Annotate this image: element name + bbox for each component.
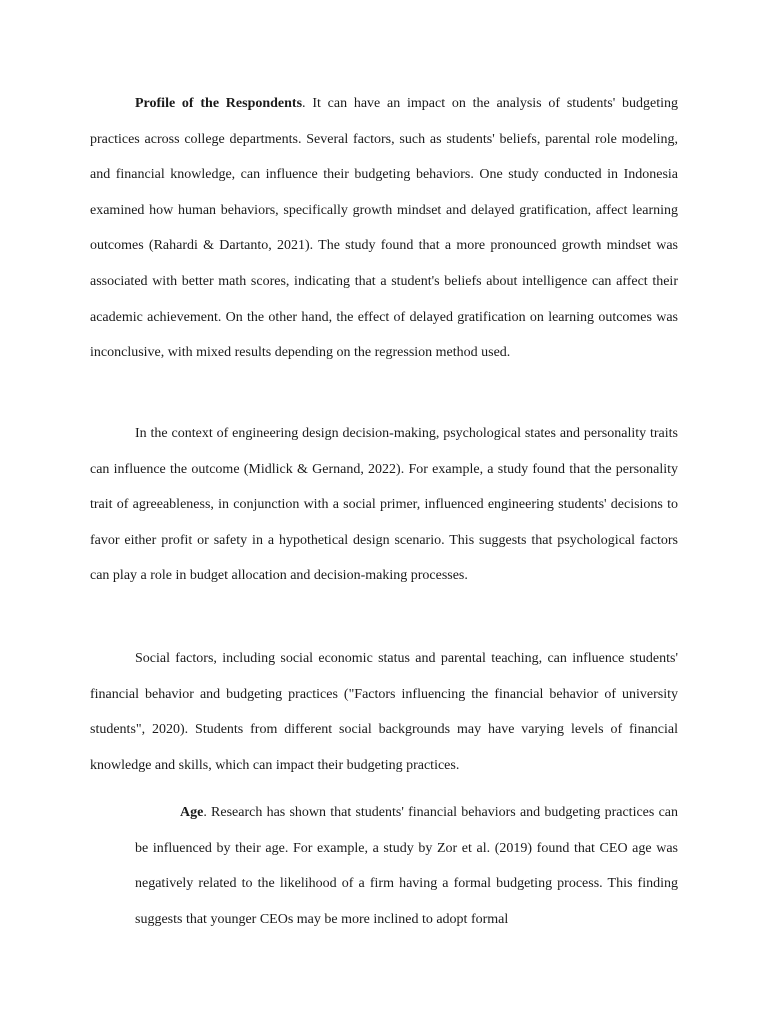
paragraph-profile-of-respondents	[90, 86, 678, 371]
paragraph-text: Social factors, including social economic status and parental teaching, can influence students' financial behavior and budgeting practices ("Factors influencing the financial behavior of university students", 2020). Students from different social backgrounds may have varying levels of financial knowledge and skills, which can impact their budgeting practices.	[90, 651, 678, 773]
section-heading-age: Age	[180, 805, 204, 820]
paragraph-text: . Research has shown that students' financial behaviors and budgeting practices can be influenced by their age. For example, a study by Zor et al. (2019) found that CEO age was negatively related to the likelihood of a firm having a formal budgeting process. This finding suggests that younger CEOs may be more inclined to adopt formal	[135, 805, 678, 927]
section-heading-profile: Profile of the Respondents	[135, 96, 303, 111]
paragraph-text: . It can have an impact on the analysis of students' budgeting practices across college departments. Several factors, such as students' beliefs, parental role modeling, and financial knowledge, can influence their budgeting behaviors. One study conducted in Indonesia examined how human behaviors, specifically growth mindset and delayed gratification, affect learning outcomes (Rahardi & Dartanto, 2021). The study found that a more pronounced growth mindset was associated with better math scores, indicating that a student's beliefs about intelligence can affect their academic achievement. On the other hand, the effect of delayed gratification on learning outcomes was inconclusive, with mixed results depending on the regression method used.	[90, 96, 678, 361]
paragraph-engineering-design	[90, 416, 678, 594]
paragraph-text: In the context of engineering design decision-making, psychological states and personality traits can influence the outcome (Midlick & Gernand, 2022). For example, a study found that the personality trait of agreeableness, in conjunction with a social primer, influenced engineering students' decisions to favor either profit or safety in a hypothetical design scenario. This suggests that psychological factors can play a role in budget allocation and decision-making processes.	[90, 426, 678, 584]
paragraph-age	[135, 795, 678, 937]
paragraph-social-factors	[90, 641, 678, 783]
